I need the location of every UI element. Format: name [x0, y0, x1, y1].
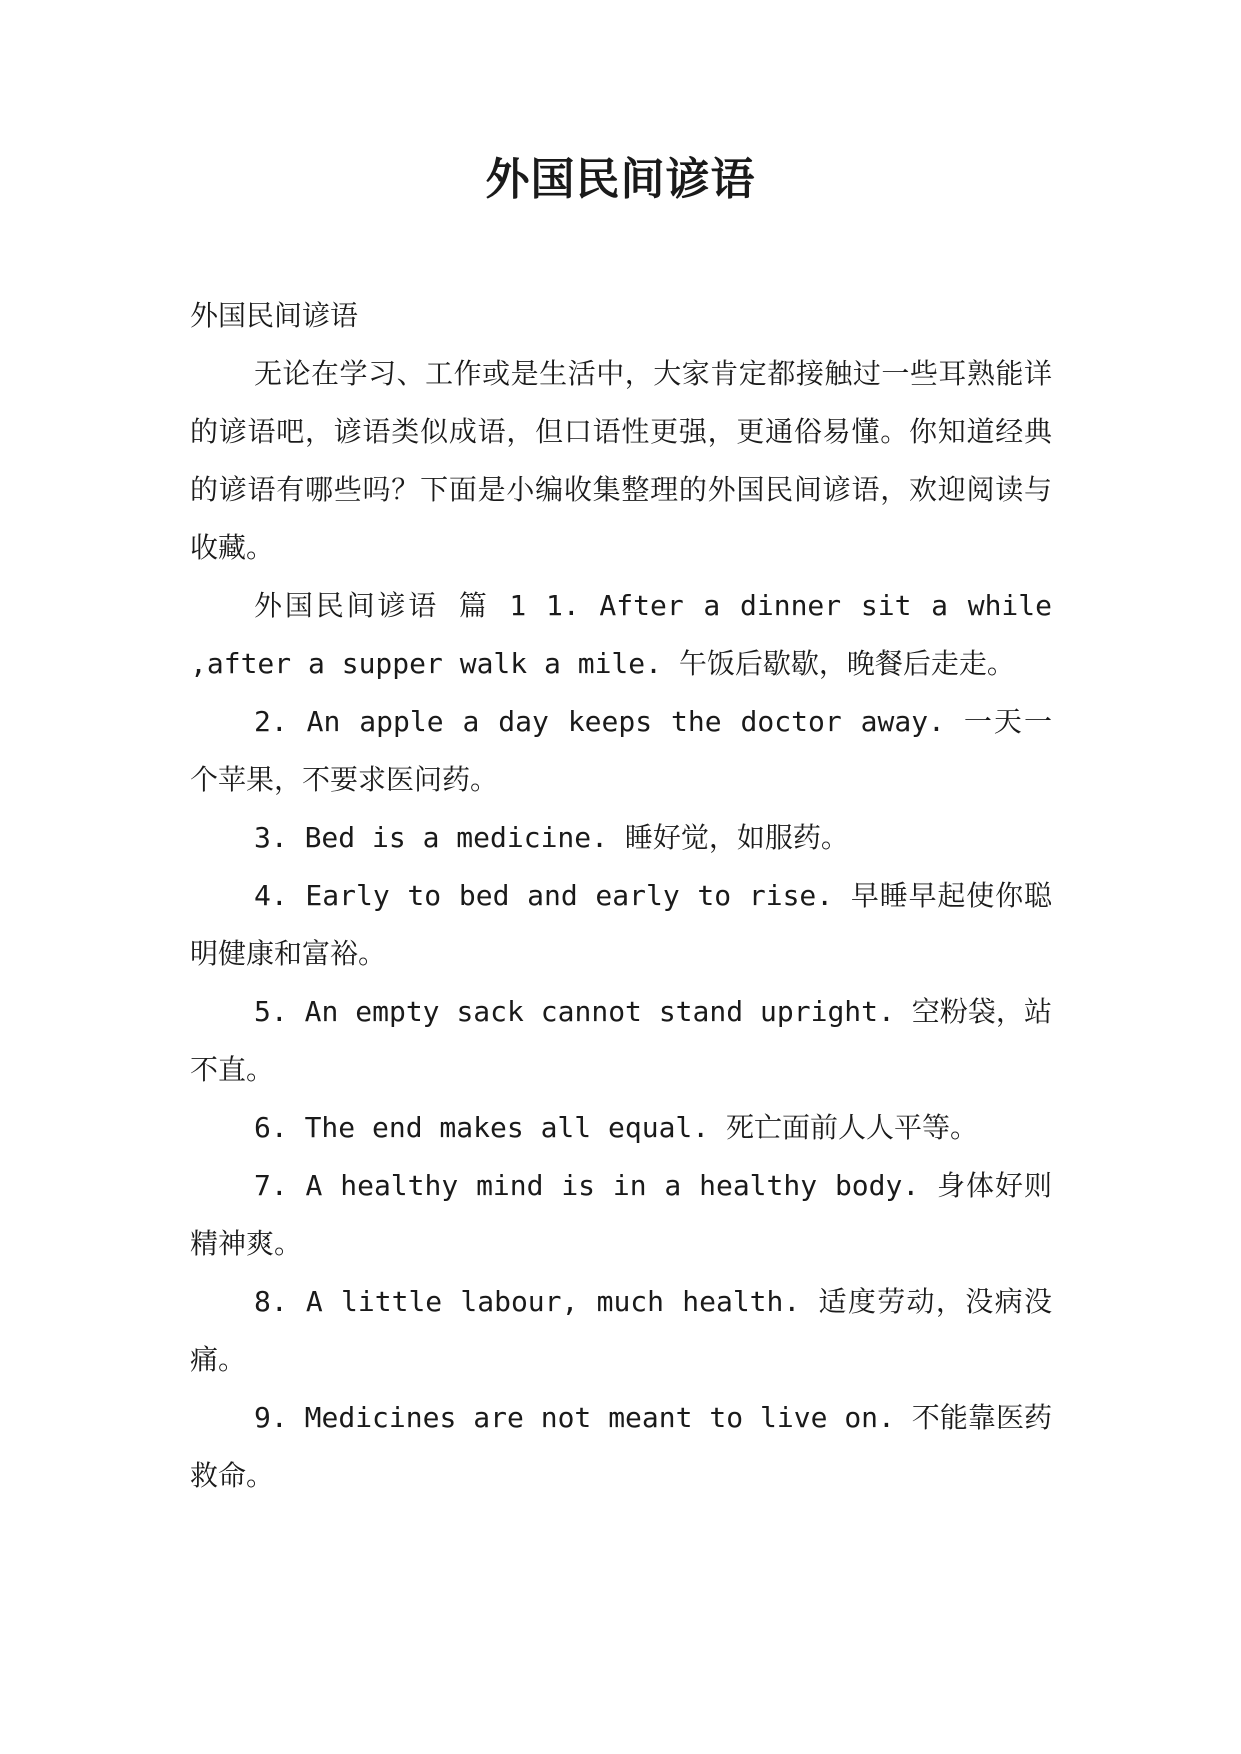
document-title: 外国民间谚语 [485, 154, 756, 205]
proverb-4: 4. Early to bed and early to rise. 早睡早起使你聪明健康和富裕。 [190, 879, 1052, 970]
proverb-9: 9. Medicines are not meant to live on. 不能靠医药救命。 [190, 1401, 1052, 1492]
proverb-1: 外国民间谚语 篇 1 1. After a dinner sit a while ,after a supper walk a mile. 午饭后歇歇，晚餐后走走。 [190, 589, 1052, 680]
proverb-7: 7. A healthy mind is in a healthy body. 身体好则精神爽。 [190, 1169, 1052, 1260]
proverb-5: 5. An empty sack cannot stand upright. 空粉袋，站不直。 [190, 995, 1052, 1086]
proverb-8: 8. A little labour, much health. 适度劳动，没病没痛。 [190, 1285, 1052, 1376]
proverb-2: 2. An apple a day keeps the doctor away. 一天一个苹果，不要求医问药。 [190, 705, 1052, 796]
proverb-6: 6. The end makes all equal. 死亡面前人人平等。 [254, 1111, 979, 1144]
proverb-3: 3. Bed is a medicine. 睡好觉，如服药。 [254, 821, 849, 854]
document-subtitle: 外国民间谚语 [190, 299, 359, 332]
document-body [190, 287, 1052, 1505]
intro-paragraph: 无论在学习、工作或是生活中，大家肯定都接触过一些耳熟能详的谚语吧，谚语类似成语，但口语性更强，更通俗易懂。你知道经典的谚语有哪些吗？下面是小编收集整理的外国民间谚语，欢迎阅读与收藏。 [190, 357, 1052, 564]
